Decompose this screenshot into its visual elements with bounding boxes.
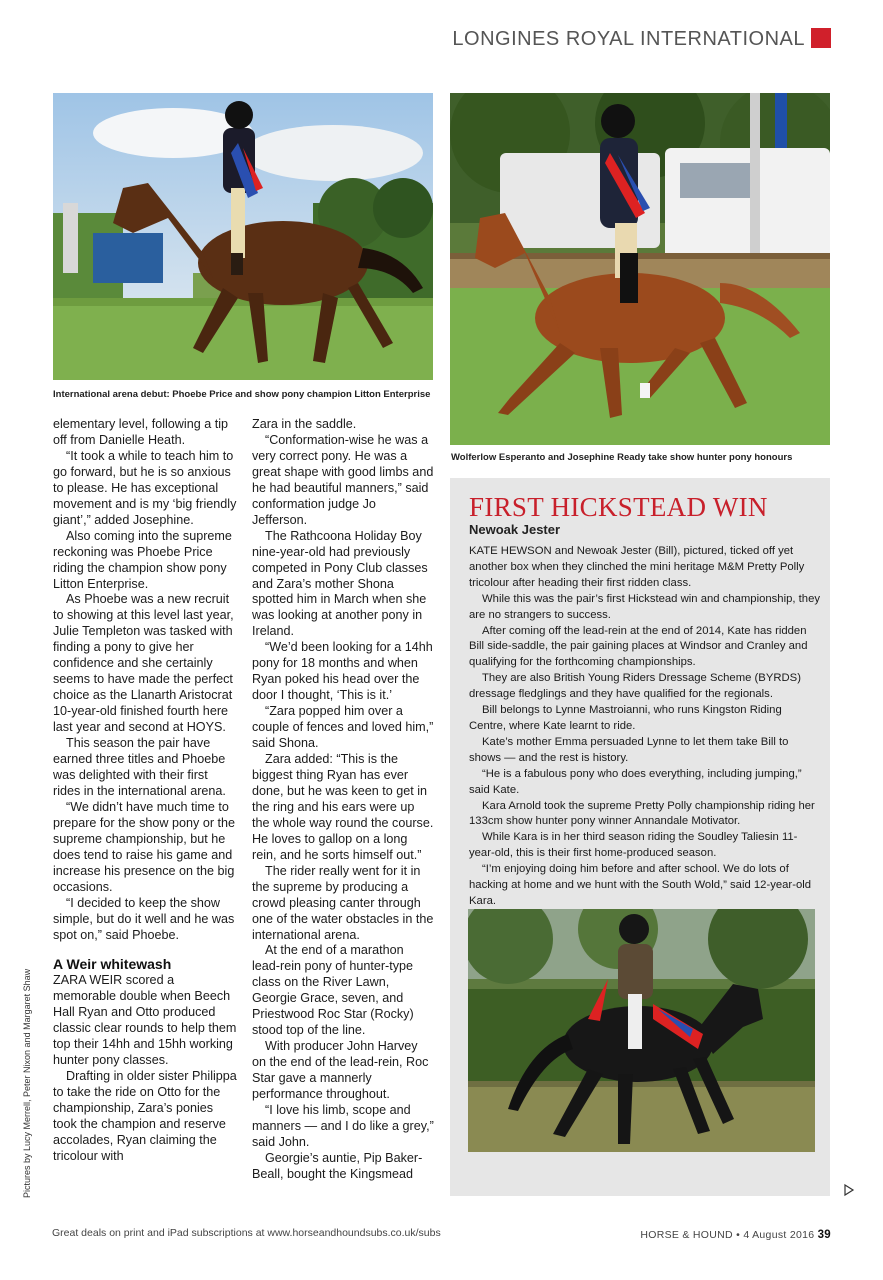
section-title: LONGINES ROYAL INTERNATIONAL <box>452 28 805 50</box>
paragraph: Bill belongs to Lynne Mastroianni, who runs Kingston Riding Centre, where Kate learnt to ride. <box>469 704 782 732</box>
footer-subscription: Great deals on print and iPad subscriptions at www.horseandhoundsubs.co.uk/subs <box>52 1227 441 1239</box>
paragraph: Zara added: “This is the biggest thing Ryan has ever done, but he was keen to get in the ring and his ears were up the whole way round the course. He loves to gallop on a long rein, and he sorts himself out.” <box>252 752 434 862</box>
paragraph: “Zara popped him over a couple of fences and loved him,” said Shona. <box>252 704 434 751</box>
paragraph: Also coming into the supreme reckoning was Phoebe Price riding the champion show pony Litton Enterprise. <box>53 528 232 591</box>
paragraph: KATE HEWSON and Newoak Jester (Bill), pictured, ticked off yet another box when they clinched the mini heritage M&M Pretty Polly tricolour after heading their first ridden class. <box>469 545 805 589</box>
section-marker <box>811 28 831 48</box>
paragraph: As Phoebe was a new recruit to showing at this level last year, Julie Templeton was tasked with finding a pony to give her confidence and she certainly seems to have made the perfect choice as the Llanarth Aristocrat 10-year-old finished fourth here last year and second at HOYS. <box>53 592 234 735</box>
paragraph: “We didn’t have much time to prepare for the show pony or the supreme championship, but he does tend to raise his game and increase his presence on the big occasions. <box>53 799 236 894</box>
page-number: 39 <box>817 1229 831 1241</box>
subheading: A Weir whitewash <box>53 956 172 973</box>
article-column-1 <box>53 417 238 1165</box>
article-column-2 <box>252 417 434 1183</box>
paragraph: “We’d been looking for a 14hh pony for 18 months and when Ryan poked his head over the door I thought, ‘This is it.’ <box>252 640 433 703</box>
footer-publication <box>640 1229 831 1241</box>
paragraph: “It took a while to teach him to go forward, but he is so anxious to please. He has exceptional movement and is my ‘big friendly giant’,” added Josephine. <box>53 448 237 527</box>
paragraph: elementary level, following a tip off from Danielle Heath. <box>53 417 229 447</box>
sidebar-text <box>469 544 821 910</box>
next-page-arrow-icon[interactable] <box>842 1183 856 1197</box>
paragraph: The rider really went for it in the supreme by producing a crowd pleasing canter through one of the water obstacles in the international arena. <box>252 863 434 942</box>
paragraph: “Conformation-wise he was a very correct pony. He was a great shape with good limbs and he had beautiful manners,” said conformation judge Jo Jefferson. <box>252 432 434 527</box>
paragraph: With producer John Harvey on the end of the lead-rein, Roc Star gave a mannerly performance throughout. <box>252 1039 429 1102</box>
paragraph: At the end of a marathon lead-rein pony of hunter-type class on the River Lawn, Georgie Grace, seven, and Priestwood Roc Star (Rocky) stood top of the line. <box>252 943 414 1038</box>
sidebar-title: FIRST HICKSTEAD WIN <box>469 492 768 522</box>
paragraph: “I’m enjoying doing him before and after school. We do lots of hacking at home and we hunt with the South Wold,” said 12-year-old Kara. <box>469 863 812 907</box>
paragraph: “I decided to keep the show simple, but do it well and he was spot on,” said Phoebe. <box>53 895 235 942</box>
paragraph: “I love his limb, scope and manners — and I do like a grey,” said John. <box>252 1102 434 1149</box>
footer-issue: HORSE & HOUND • 4 August 2016 <box>640 1229 815 1241</box>
photo-litton-enterprise <box>53 93 433 380</box>
sidebar-box <box>450 478 830 1196</box>
caption-top-right: Wolferlow Esperanto and Josephine Ready take show hunter pony honours <box>451 452 793 463</box>
paragraph: This season the pair have earned three titles and Phoebe was delighted with their first rides in the international arena. <box>53 736 226 798</box>
paragraph: Drafting in older sister Philippa to take the ride on Otto for the championship, Zara’s ponies took the champion and reserve accolades, Ryan claiming the tricolour with <box>53 1069 237 1163</box>
photo-newoak-jester <box>468 909 815 1152</box>
paragraph: Kate’s mother Emma persuaded Lynne to let them take Bill to shows — and the rest is history. <box>469 735 789 764</box>
paragraph: Georgie’s auntie, Pip Baker-Beall, bought the Kingsmead <box>252 1150 423 1181</box>
paragraph: While this was the pair’s first Hickstead win and championship, they are no strangers to success. <box>469 592 821 621</box>
paragraph: After coming off the lead-rein at the end of 2014, Kate has ridden Bill side-saddle, the pair gaining places at Windsor and Cranley and qualifying for the forthcoming championships. <box>469 624 808 669</box>
paragraph: The Rathcoona Holiday Boy nine-year-old had previously competed in Pony Club classes and Zara’s mother Shona spotted him in March when she was looking at another pony in Ireland. <box>252 528 428 639</box>
caption-top-left: International arena debut: Phoebe Price and show pony champion Litton Enterprise <box>53 389 431 400</box>
paragraph: Zara in the saddle. <box>252 417 357 431</box>
paragraph: ZARA WEIR scored a memorable double when Beech Hall Ryan and Otto produced classic clear rounds to help them top their 14hh and 15hh working hunter pony classes. <box>53 973 237 1068</box>
paragraph: While Kara is in her third season riding the Soudley Taliesin 11-year-old, this is their first home-produced season. <box>469 831 798 860</box>
paragraph: They are also British Young Riders Dressage Scheme (BYRDS) dressage fledglings and they have qualified for the regionals. <box>469 672 801 701</box>
paragraph: Kara Arnold took the supreme Pretty Polly championship riding her 133cm show hunter pony winner Annandale Motivator. <box>469 799 815 828</box>
photo-credit: Pictures by Lucy Merrell, Peter Nixon and Margaret Shaw <box>22 968 32 1198</box>
paragraph: “He is a fabulous pony who does everything, including jumping,” said Kate. <box>469 767 802 796</box>
photo-wolferlow-esperanto <box>450 93 830 445</box>
sidebar-subtitle: Newoak Jester <box>469 522 561 537</box>
